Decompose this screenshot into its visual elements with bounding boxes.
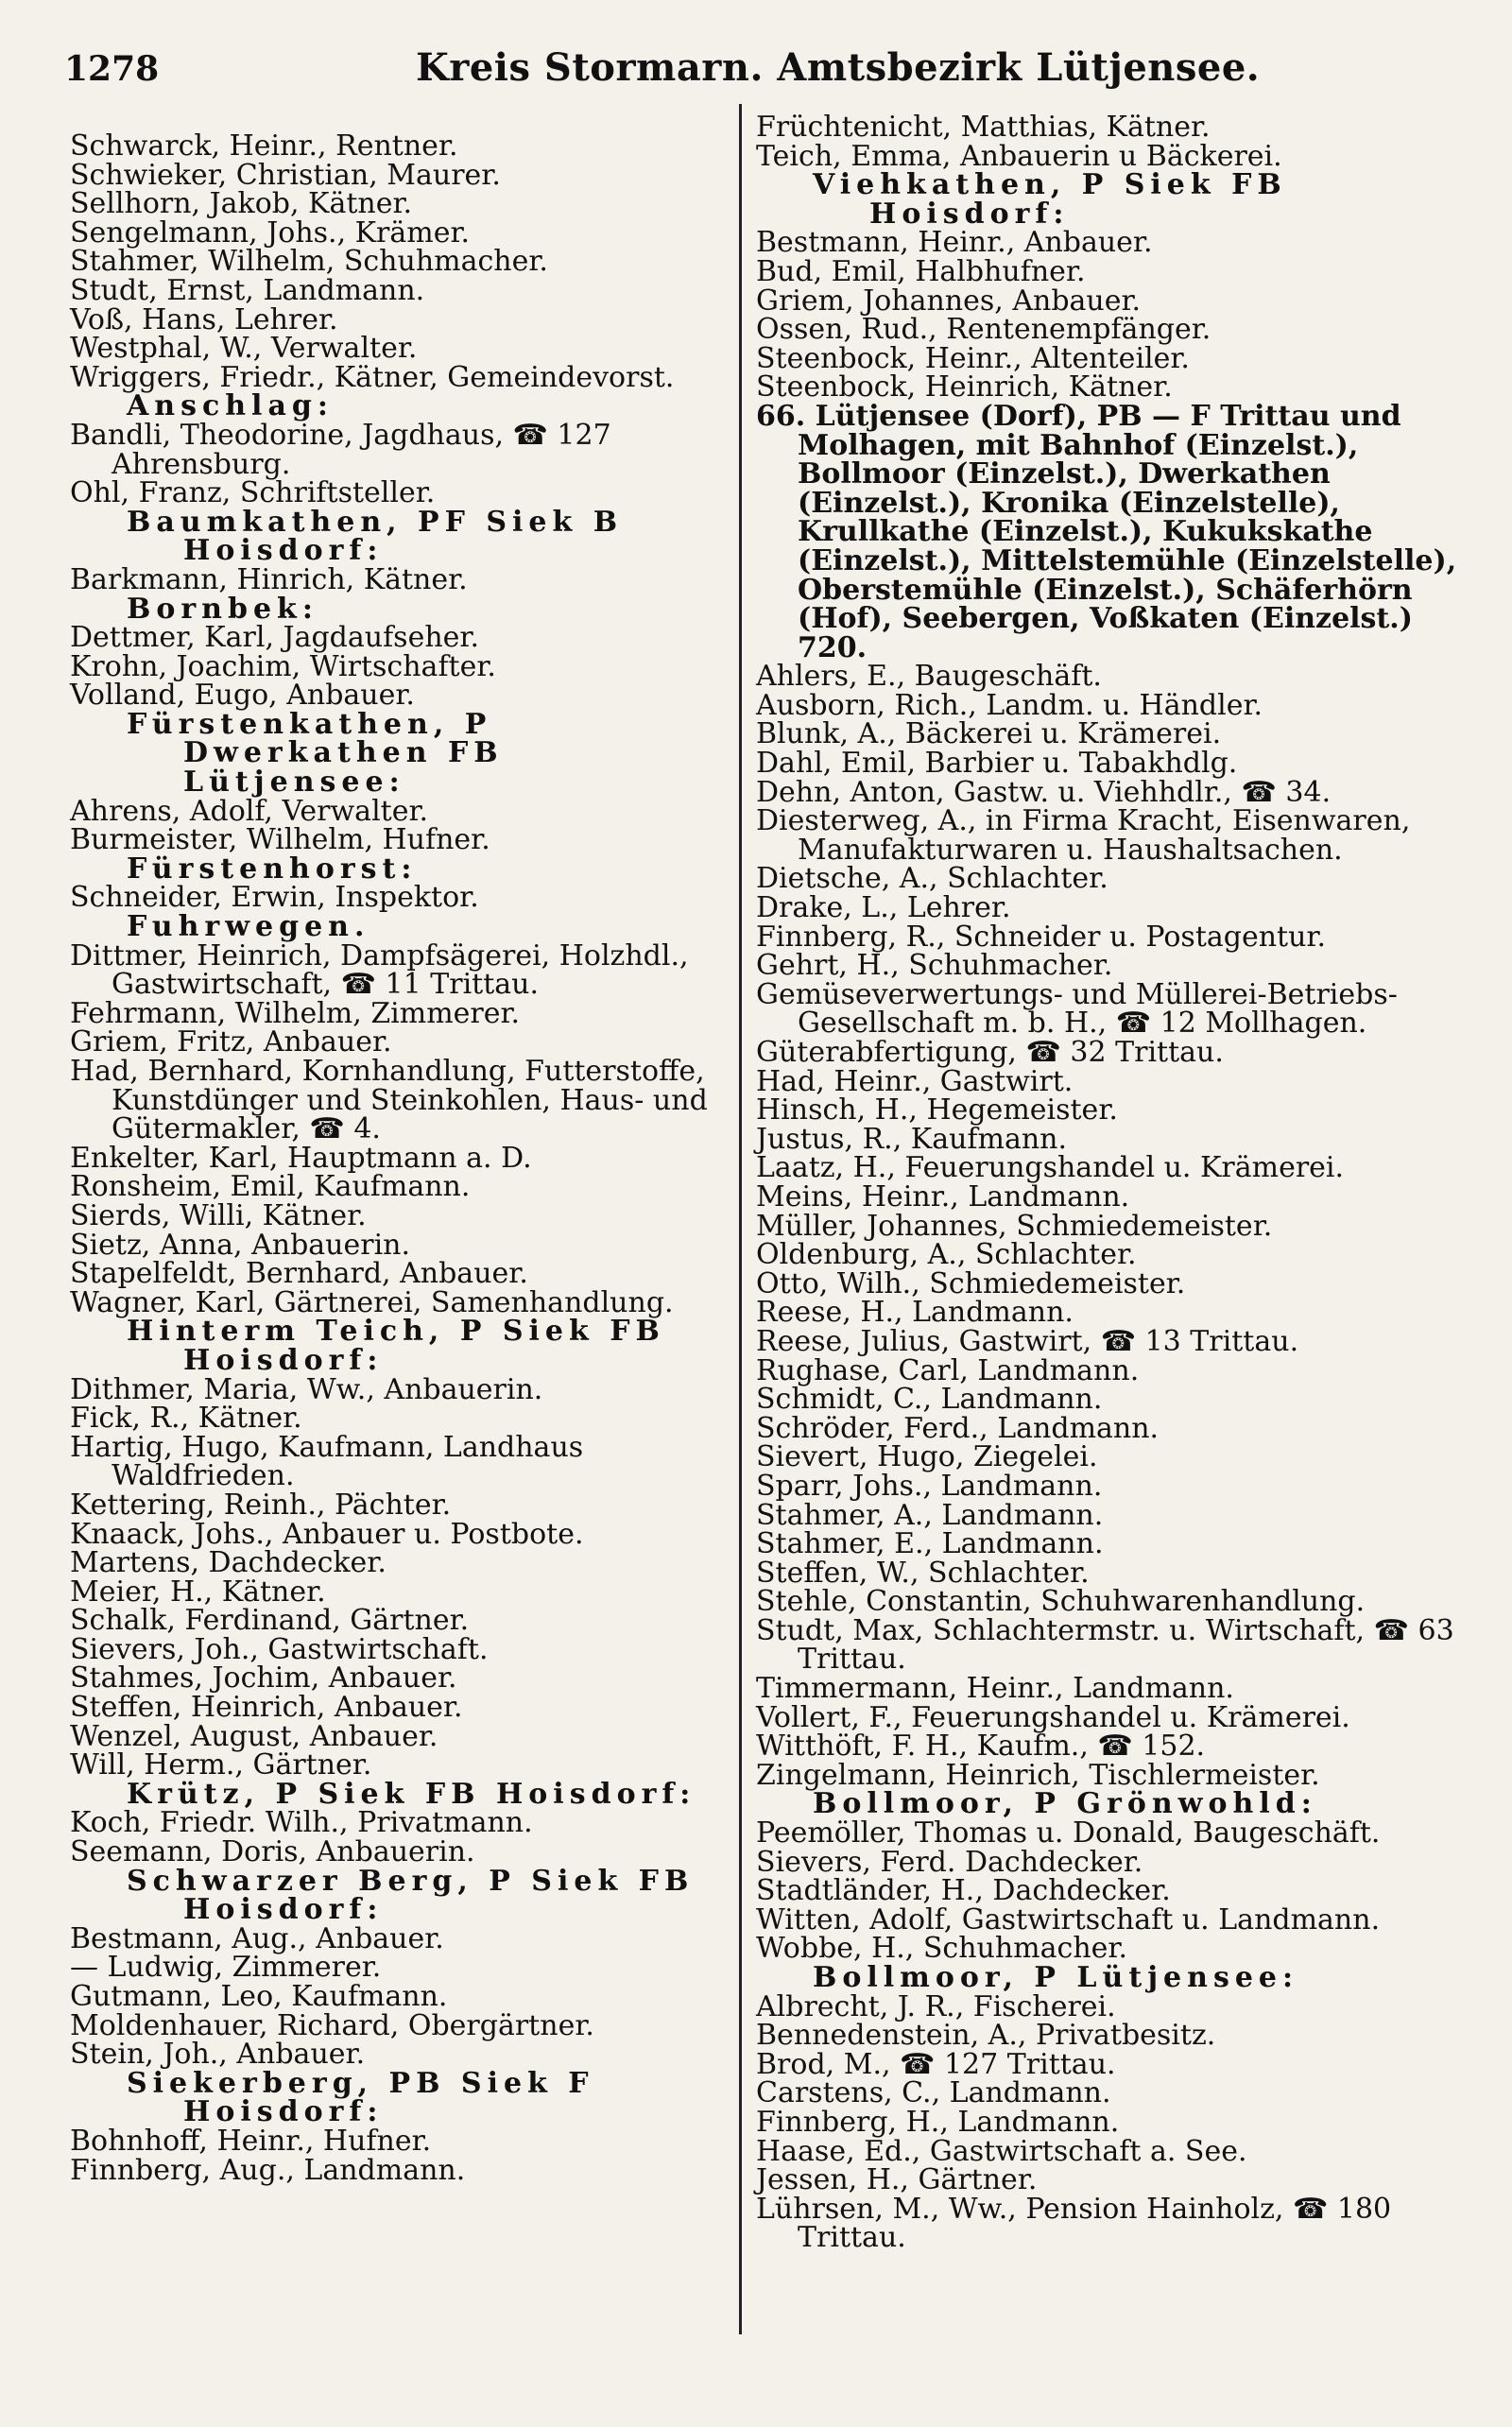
directory-entry: Volland, Eugo, Anbauer. bbox=[70, 679, 415, 713]
directory-entry: Sierds, Willi, Kätner. bbox=[70, 1198, 367, 1232]
directory-entry: Jessen, H., Gärtner. bbox=[756, 2163, 1038, 2197]
directory-entry: Steffen, W., Schlachter. bbox=[756, 1556, 1090, 1590]
directory-entry: Sengelmann, Johs., Krämer. bbox=[70, 215, 471, 250]
directory-entry: Dithmer, Maria, Ww., Anbauerin. bbox=[70, 1372, 543, 1406]
directory-entry: Gehrt, H., Schuhmacher. bbox=[756, 949, 1113, 983]
directory-entry: Reese, H., Landmann. bbox=[756, 1296, 1074, 1330]
directory-entry: Sievers, Ferd. Dachdecker. bbox=[756, 1845, 1143, 1879]
directory-entry: Justus, R., Kaufmann. bbox=[756, 1122, 1068, 1156]
directory-entry: Sievers, Joh., Gastwirtschaft. bbox=[70, 1632, 489, 1666]
directory-entry: Westphal, W., Verwalter. bbox=[70, 332, 418, 366]
directory-entry: Stahmer, E., Landmann. bbox=[756, 1527, 1104, 1561]
directory-entry: Rughase, Carl, Landmann. bbox=[756, 1353, 1140, 1387]
locality-heading: Schwarzer Berg, P Siek FB Hoisdorf: bbox=[127, 1864, 695, 1927]
directory-entry: Burmeister, Wilhelm, Hufner. bbox=[70, 823, 490, 857]
directory-entry: Haase, Ed., Gastwirtschaft a. See. bbox=[756, 2134, 1247, 2168]
directory-entry: Dettmer, Karl, Jagdaufseher. bbox=[70, 621, 479, 655]
directory-entry: Schalk, Ferdinand, Gärtner. bbox=[70, 1604, 470, 1638]
directory-entry: Vollert, F., Feuerungshandel u. Krämerei. bbox=[756, 1700, 1350, 1734]
directory-entry: Sietz, Anna, Anbauerin. bbox=[70, 1228, 411, 1262]
locality-heading: Viehkathen, P Siek FB Hoisdorf: bbox=[813, 168, 1287, 231]
directory-entry: Lührsen, M., Ww., Pension Hainholz, ☎ 180 Trittau. bbox=[756, 2192, 1392, 2255]
directory-entry: Barkmann, Hinrich, Kätner. bbox=[70, 562, 468, 596]
directory-entry: Moldenhauer, Richard, Obergärtner. bbox=[70, 2008, 594, 2042]
directory-entry: Schneider, Erwin, Inspektor. bbox=[70, 881, 479, 915]
directory-entry: Griem, Johannes, Anbauer. bbox=[756, 284, 1142, 318]
directory-entry: Koch, Friedr. Wilh., Privatmann. bbox=[70, 1806, 533, 1840]
directory-entry: Griem, Fritz, Anbauer. bbox=[70, 1025, 392, 1059]
directory-entry: Bestmann, Heinr., Anbauer. bbox=[756, 226, 1153, 260]
directory-entry: Witten, Adolf, Gastwirtschaft u. Landmann. bbox=[756, 1902, 1381, 1936]
locality-heading: Krütz, P Siek FB Hoisdorf: bbox=[127, 1777, 696, 1811]
directory-entry: Bud, Emil, Halbhufner. bbox=[756, 254, 1086, 288]
directory-entry: Ronsheim, Emil, Kaufmann. bbox=[70, 1170, 471, 1204]
directory-entry: Studt, Ernst, Landmann. bbox=[70, 273, 425, 307]
directory-entry: Stapelfeldt, Bernhard, Anbauer. bbox=[70, 1257, 528, 1291]
locality-heading: Fuhrwegen. bbox=[127, 910, 370, 944]
directory-entry: Timmermann, Heinr., Landmann. bbox=[756, 1672, 1234, 1706]
directory-entry: Knaack, Johs., Anbauer u. Postbote. bbox=[70, 1517, 584, 1551]
directory-entry: Ahrens, Adolf, Verwalter. bbox=[70, 794, 429, 828]
directory-entry: Brod, M., ☎ 127 Trittau. bbox=[756, 2047, 1116, 2081]
directory-entry: Diesterweg, A., in Firma Kracht, Eisenwaren, Manufakturwaren u. Haushaltsachen. bbox=[756, 804, 1411, 867]
directory-entry: Will, Herm., Gärtner. bbox=[70, 1748, 372, 1782]
locality-heading: Bollmoor, P Grönwohld: bbox=[813, 1787, 1317, 1821]
locality-heading: Anschlag: bbox=[127, 389, 334, 423]
directory-entry: Wenzel, August, Anbauer. bbox=[70, 1719, 438, 1753]
locality-heading: Hinterm Teich, P Siek FB Hoisdorf: bbox=[127, 1315, 665, 1377]
directory-entry: Güterabfertigung, ☎ 32 Trittau. bbox=[756, 1036, 1224, 1069]
directory-entry: Oldenburg, A., Schlachter. bbox=[756, 1238, 1137, 1272]
directory-entry: Früchtenicht, Matthias, Kätner. bbox=[756, 111, 1211, 144]
page-number: 1278 bbox=[64, 49, 160, 89]
directory-entry: Zingelmann, Heinrich, Tischlermeister. bbox=[756, 1758, 1320, 1792]
directory-entry: Dahl, Emil, Barbier u. Tabakhdlg. bbox=[756, 747, 1238, 781]
directory-entry: Finnberg, R., Schneider u. Postagentur. bbox=[756, 920, 1327, 954]
directory-entry: Ohl, Franz, Schriftsteller. bbox=[70, 476, 436, 510]
directory-entry: Steffen, Heinrich, Anbauer. bbox=[70, 1691, 463, 1725]
directory-entry: Peemöller, Thomas u. Donald, Baugeschäft. bbox=[756, 1816, 1381, 1850]
directory-entry: Schwarck, Heinr., Rentner. bbox=[70, 129, 458, 163]
directory-entry: Witthöft, F. H., Kaufm., ☎ 152. bbox=[756, 1730, 1206, 1764]
directory-entry: — Ludwig, Zimmerer. bbox=[70, 1951, 382, 1985]
locality-heading: Siekerberg, PB Siek F Hoisdorf: bbox=[127, 2066, 594, 2129]
directory-entry: Had, Bernhard, Kornhandlung, Futterstoffe, Kunstdünger und Steinkohlen, Haus- und Gütermakler, ☎ 4. bbox=[70, 1055, 708, 1146]
directory-entry: Finnberg, Aug., Landmann. bbox=[70, 2153, 466, 2187]
directory-entry: Otto, Wilh., Schmiedemeister. bbox=[756, 1266, 1186, 1300]
directory-entry: Hartig, Hugo, Kaufmann, Landhaus Waldfrieden. bbox=[70, 1430, 584, 1493]
directory-entry: Sievert, Hugo, Ziegelei. bbox=[756, 1440, 1098, 1474]
directory-entry: Sellhorn, Jakob, Kätner. bbox=[70, 187, 413, 221]
directory-entry: Gemüseverwertungs- und Müllerei-Betriebs-Gesellschaft m. b. H., ☎ 12 Mollhagen. bbox=[756, 977, 1398, 1041]
directory-entry: Dietsche, A., Schlachter. bbox=[756, 862, 1108, 896]
left-column bbox=[70, 129, 731, 2187]
directory-entry: Ossen, Rud., Rentenempfänger. bbox=[756, 313, 1211, 347]
directory-entry: Schröder, Ferd., Landmann. bbox=[756, 1411, 1160, 1445]
running-head: Kreis Stormarn. Amtsbezirk Lütjensee. bbox=[416, 45, 1261, 90]
column-rule bbox=[739, 104, 742, 2334]
directory-entry: Bestmann, Aug., Anbauer. bbox=[70, 1921, 444, 1955]
directory-entry: Stehle, Constantin, Schuhwarenhandlung. bbox=[756, 1585, 1366, 1619]
directory-entry: Wriggers, Friedr., Kätner, Gemeindevorst. bbox=[70, 360, 675, 394]
directory-entry: Wobbe, H., Schuhmacher. bbox=[756, 1932, 1127, 1966]
locality-heading: Fürstenhorst: bbox=[127, 852, 418, 886]
locality-heading: Bollmoor, P Lütjensee: bbox=[813, 1961, 1299, 1994]
directory-entry: Had, Heinr., Gastwirt. bbox=[756, 1064, 1074, 1098]
directory-entry: Bennedenstein, A., Privatbesitz. bbox=[756, 2019, 1216, 2053]
locality-heading: Baumkathen, PF Siek B Hoisdorf: bbox=[127, 505, 624, 568]
directory-entry: Blunk, A., Bäckerei u. Krämerei. bbox=[756, 717, 1222, 751]
directory-entry: Schwieker, Christian, Maurer. bbox=[70, 158, 501, 192]
locality-heading: Bornbek: bbox=[127, 592, 318, 626]
directory-entry: Stadtländer, H., Dachdecker. bbox=[756, 1874, 1171, 1908]
directory-entry: Krohn, Joachim, Wirtschafter. bbox=[70, 649, 496, 683]
directory-entry: Dittmer, Heinrich, Dampfsägerei, Holzhdl., Gastwirtschaft, ☎ 11 Trittau. bbox=[70, 938, 689, 1002]
directory-entry: Hinsch, H., Hegemeister. bbox=[756, 1093, 1118, 1127]
directory-entry: Bohnhoff, Heinr., Hufner. bbox=[70, 2124, 432, 2158]
directory-entry: Stein, Joh., Anbauer. bbox=[70, 2038, 366, 2072]
directory-entry: Fehrmann, Wilhelm, Zimmerer. bbox=[70, 996, 521, 1030]
directory-entry: Stahmer, Wilhelm, Schuhmacher. bbox=[70, 245, 548, 279]
directory-entry: Drake, L., Lehrer. bbox=[756, 891, 1011, 925]
directory-entry: Sparr, Johs., Landmann. bbox=[756, 1469, 1103, 1503]
directory-entry: Fick, R., Kätner. bbox=[70, 1402, 302, 1436]
directory-entry: Meins, Heinr., Landmann. bbox=[756, 1179, 1130, 1214]
directory-entry: Studt, Max, Schlachtermstr. u. Wirtschaft, ☎ 63 Trittau. bbox=[756, 1613, 1454, 1677]
locality-heading: Fürstenkathen, P Dwerkathen FB Lütjensee: bbox=[127, 707, 504, 800]
directory-entry: Finnberg, H., Landmann. bbox=[756, 2105, 1120, 2139]
directory-entry: Martens, Dachdecker. bbox=[70, 1546, 387, 1580]
directory-entry: Stahmes, Jochim, Anbauer. bbox=[70, 1661, 457, 1695]
municipality-heading: 66. Lütjensee (Dorf), PB — F Trittau und Molhagen, mit Bahnhof (Einzelst.), Bollmoor (Einzelst.), Dwerkathen (Einzelst.), Kronika (Einzelstelle), Krullkathe (Einzelst.), Kukukskathe (Einzelst.), Mittelstemühle (Einzelstelle), Oberstemühle (Einzelst.), Schäferhörn (Hof), Seebergen, Voßkaten (Einzelst.) 720. bbox=[756, 399, 1457, 664]
directory-entry: Enkelter, Karl, Hauptmann a. D. bbox=[70, 1141, 532, 1175]
directory-entry: Steenbock, Heinr., Altenteiler. bbox=[756, 341, 1190, 375]
directory-entry: Schmidt, C., Landmann. bbox=[756, 1383, 1103, 1417]
directory-entry: Dehn, Anton, Gastw. u. Viehhdlr., ☎ 34. bbox=[756, 775, 1332, 809]
directory-entry: Meier, H., Kätner. bbox=[70, 1575, 326, 1609]
directory-entry: Voß, Hans, Lehrer. bbox=[70, 302, 338, 336]
directory-entry: Teich, Emma, Anbauerin u Bäckerei. bbox=[756, 139, 1282, 173]
directory-entry: Steenbock, Heinrich, Kätner. bbox=[756, 370, 1173, 404]
right-column bbox=[756, 113, 1460, 2253]
directory-entry: Ausborn, Rich., Landm. u. Händler. bbox=[756, 688, 1263, 722]
directory-entry: Ahlers, E., Baugeschäft. bbox=[756, 660, 1102, 694]
directory-entry: Carstens, C., Landmann. bbox=[756, 2076, 1111, 2110]
directory-entry: Seemann, Doris, Anbauerin. bbox=[70, 1835, 475, 1869]
directory-entry: Müller, Johannes, Schmiedemeister. bbox=[756, 1209, 1273, 1243]
directory-entry: Albrecht, J. R., Fischerei. bbox=[756, 1989, 1116, 2023]
directory-entry: Bandli, Theodorine, Jagdhaus, ☎ 127 Ahrensburg. bbox=[70, 418, 611, 481]
directory-entry: Gutmann, Leo, Kaufmann. bbox=[70, 1980, 448, 2013]
directory-entry: Laatz, H., Feuerungshandel u. Krämerei. bbox=[756, 1151, 1345, 1185]
directory-entry: Stahmer, A., Landmann. bbox=[756, 1498, 1104, 1532]
directory-entry: Wagner, Karl, Gärtnerei, Samenhandlung. bbox=[70, 1285, 674, 1319]
directory-entry: Reese, Julius, Gastwirt, ☎ 13 Trittau. bbox=[756, 1324, 1299, 1358]
directory-entry: Kettering, Reinh., Pächter. bbox=[70, 1488, 452, 1522]
